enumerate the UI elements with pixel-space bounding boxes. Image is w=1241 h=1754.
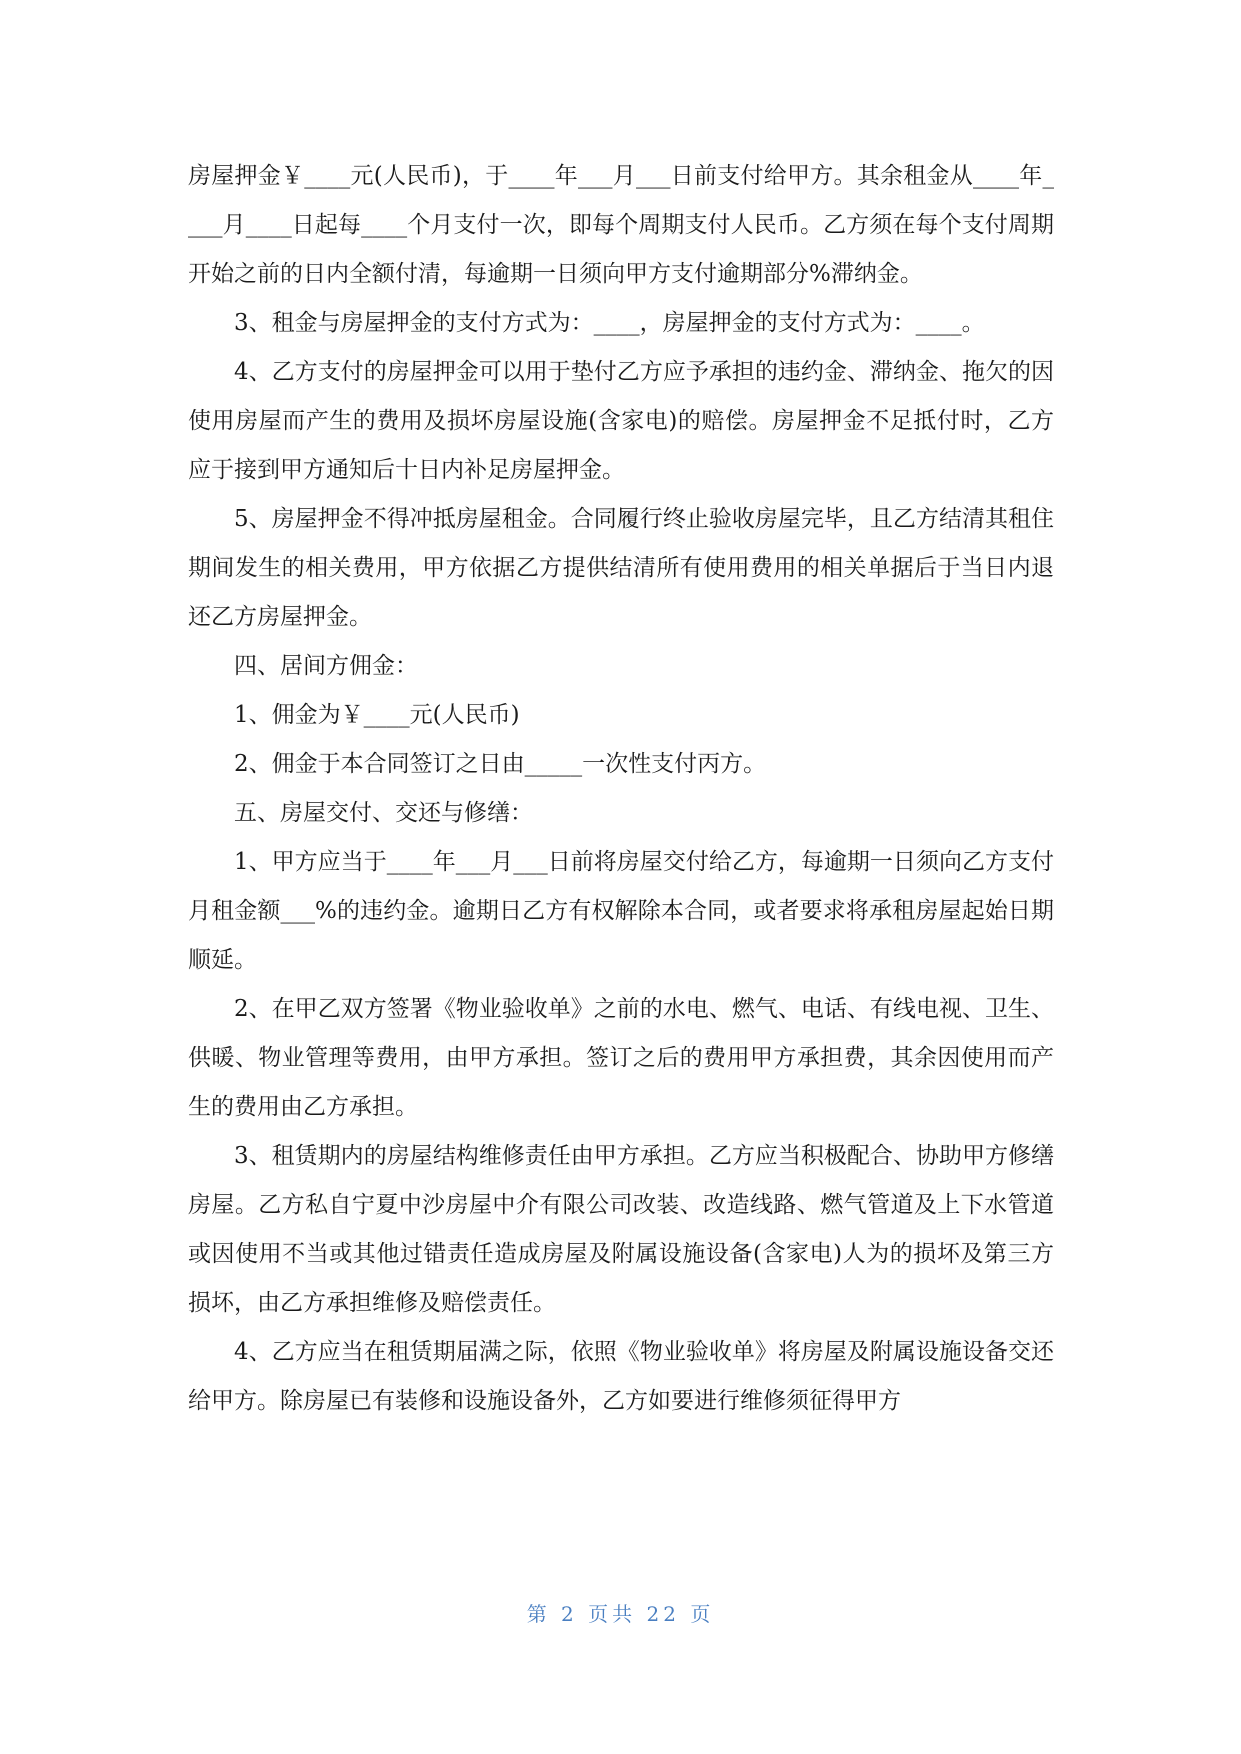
page-footer-suffix: 页 (690, 1602, 715, 1626)
document-body (188, 152, 1054, 1426)
page-footer-total: 22 (646, 1602, 680, 1626)
paragraph-delivery-date: 1、甲方应当于____年___月___日前将房屋交付给乙方，每逾期一日须向乙方支付月租金额___%的违约金。逾期日乙方有权解除本合同，或者要求将承租房屋起始日期顺延。 (188, 849, 1054, 973)
paragraph-deposit-usage: 4、乙方支付的房屋押金可以用于垫付乙方应予承担的违约金、滞纳金、拖欠的因使用房屋而产生的费用及损坏房屋设施(含家电)的赔偿。房屋押金不足抵付时，乙方应于接到甲方通知后十日内补足房屋押金。 (188, 359, 1054, 483)
section-heading-delivery: 五、房屋交付、交还与修缮： (234, 800, 533, 826)
page-footer-prefix: 第 (526, 1602, 551, 1626)
paragraph-repair-responsibility: 3、租赁期内的房屋结构维修责任由甲方承担。乙方应当积极配合、协助甲方修缮房屋。乙方私自宁夏中沙房屋中介有限公司改装、改造线路、燃气管道及上下水管道或因使用不当或其他过错责任造成房屋及附属设施设备(含家电)人为的损坏及第三方损坏，由乙方承担维修及赔偿责任。 (188, 1143, 1054, 1316)
paragraph-rent-deposit: 房屋押金￥____元(人民币)，于____年___月___日前支付给甲方。其余租金从____年____月____日起每____个月支付一次，即每个周期支付人民币。乙方须在每个支付周期开始之前的日内全额付清，每逾期一日须向甲方支付逾期部分%滞纳金。 (188, 163, 1054, 287)
paragraph-deposit-refund: 5、房屋押金不得冲抵房屋租金。合同履行终止验收房屋完毕，且乙方结清其租住期间发生的相关费用，甲方依据乙方提供结清所有使用费用的相关单据后于当日内退还乙方房屋押金。 (188, 506, 1054, 630)
page-number-footer (0, 1598, 1241, 1627)
paragraph-commission-payment: 2、佣金于本合同签订之日由_____一次性支付丙方。 (234, 751, 767, 777)
paragraph-commission-amount: 1、佣金为￥____元(人民币) (234, 702, 520, 728)
paragraph-payment-method: 3、租金与房屋押金的支付方式为：____，房屋押金的支付方式为：____。 (234, 310, 985, 336)
paragraph-utility-fees: 2、在甲乙双方签署《物业验收单》之前的水电、燃气、电话、有线电视、卫生、供暖、物业管理等费用，由甲方承担。签订之后的费用甲方承担费，其余因使用而产生的费用由乙方承担。 (188, 996, 1054, 1120)
page-footer-current: 2 (561, 1602, 578, 1626)
section-heading-commission: 四、居间方佣金： (234, 653, 418, 679)
page-footer-middle: 页共 (588, 1602, 637, 1626)
paragraph-return-property: 4、乙方应当在租赁期届满之际，依照《物业验收单》将房屋及附属设施设备交还给甲方。除房屋已有装修和设施设备外，乙方如要进行维修须征得甲方 (188, 1339, 1054, 1414)
